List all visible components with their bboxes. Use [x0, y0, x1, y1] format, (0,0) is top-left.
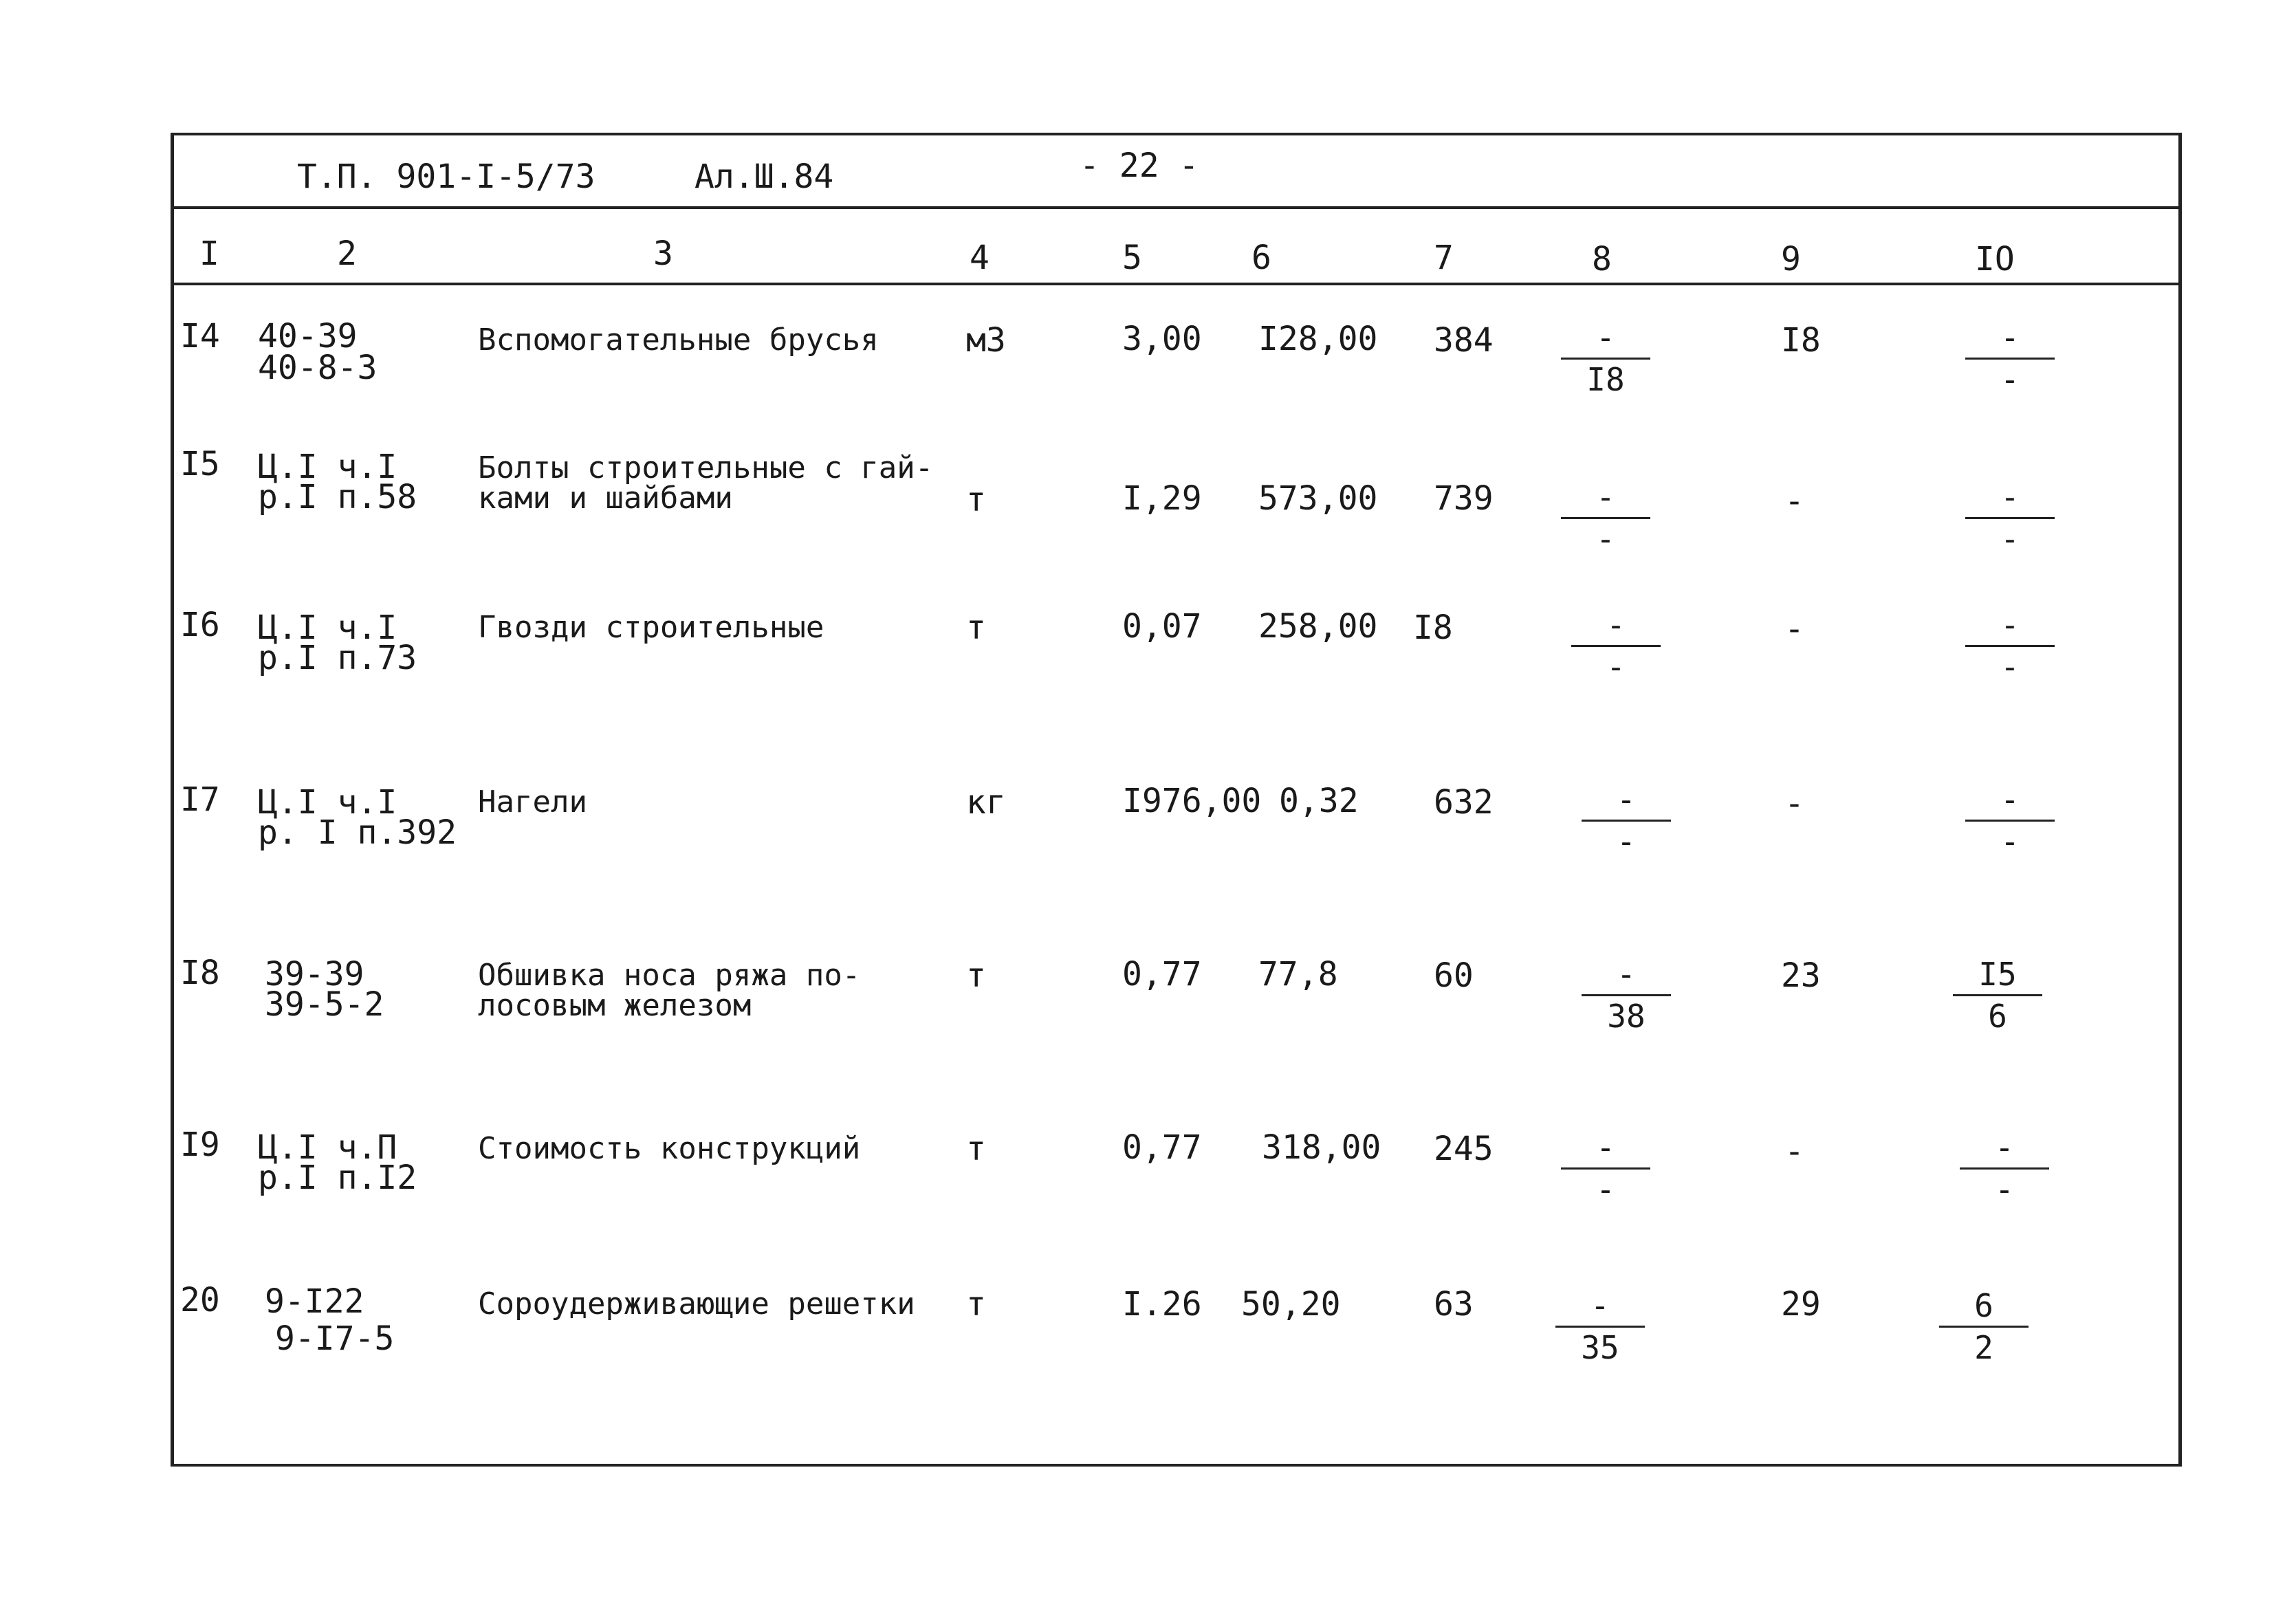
norm-code: Ц.I ч.I: [258, 608, 397, 647]
col9-value: -: [1784, 1132, 1804, 1171]
norm-code-line2: р.I п.58: [258, 478, 417, 516]
col8-numerator: -: [1617, 781, 1636, 818]
unit: т: [966, 956, 986, 995]
col10-fraction: [1939, 1287, 2029, 1366]
norm-code: Ц.I ч.I: [258, 783, 397, 822]
col8-denominator: -: [1596, 520, 1615, 558]
unit: кг: [966, 783, 1006, 822]
row-number: I8: [180, 954, 220, 992]
col-header-7: 7: [1434, 239, 1454, 277]
col8-numerator: -: [1596, 1129, 1615, 1166]
norm-code: 39-39: [265, 955, 364, 994]
col10-numerator: 6: [1974, 1287, 1993, 1324]
col8-fraction: [1561, 1129, 1650, 1208]
norm-code: 40-39: [258, 317, 358, 355]
total-cost: 632: [1434, 783, 1494, 822]
unit: т: [966, 608, 986, 647]
col8-denominator: -: [1606, 648, 1626, 685]
col-header-4: 4: [970, 239, 990, 277]
col-header-1: I: [199, 234, 219, 273]
unit-price: 573,00: [1258, 479, 1378, 518]
quantity: I976,00: [1122, 782, 1262, 820]
norm-code-line2: 40-8-3: [258, 349, 378, 387]
col9-value: I8: [1781, 321, 1821, 360]
col9-value: 23: [1781, 956, 1821, 995]
col8-fraction: [1561, 319, 1650, 398]
col-header-6: 6: [1251, 239, 1271, 277]
item-name: Нагели: [478, 784, 587, 820]
unit-price: 50,20: [1241, 1285, 1341, 1324]
quantity: I.26: [1122, 1285, 1202, 1324]
quantity: 0,07: [1122, 607, 1202, 646]
row-number: I5: [180, 445, 220, 483]
col8-fraction: [1571, 606, 1661, 685]
doc-code: Т.П. 901-I-5/73: [297, 157, 595, 196]
col10-denominator: 2: [1974, 1329, 1993, 1366]
norm-code: Ц.I ч.П: [258, 1128, 397, 1167]
item-name: Сороудерживающие решетки: [478, 1286, 915, 1321]
unit: т: [966, 1285, 986, 1324]
col10-numerator: -: [2000, 479, 2020, 516]
col8-denominator: I8: [1586, 361, 1625, 398]
total-cost: I8: [1413, 608, 1453, 647]
col10-fraction: [1965, 606, 2055, 685]
quantity: I,29: [1122, 479, 1202, 518]
col10-numerator: -: [2000, 781, 2020, 818]
header-divider: [171, 206, 2182, 209]
col10-fraction: [1965, 319, 2055, 398]
col8-numerator: -: [1590, 1287, 1610, 1324]
col8-fraction: [1555, 1287, 1645, 1366]
col10-denominator: -: [2000, 361, 2020, 398]
col10-fraction: [1953, 958, 2042, 1035]
quantity: 3,00: [1122, 320, 1202, 358]
col10-fraction: [1960, 1129, 2049, 1208]
col9-value: -: [1784, 482, 1804, 520]
col-header-3: 3: [653, 234, 673, 273]
norm-code-line2: 9-I7-5: [275, 1319, 395, 1358]
col9-value: -: [1784, 610, 1804, 648]
col10-denominator: -: [2000, 823, 2020, 860]
page-number: - 22 -: [1080, 146, 1199, 185]
item-name: Стоимость конструкций: [478, 1131, 861, 1166]
col8-denominator: 38: [1607, 998, 1646, 1035]
quantity: 0,77: [1122, 955, 1202, 994]
col10-denominator: -: [2000, 520, 2020, 558]
item-name: Гвозди строительные: [478, 610, 824, 645]
norm-code-line2: р. I п.392: [258, 813, 457, 852]
col8-numerator: -: [1596, 479, 1615, 516]
col8-numerator: -: [1606, 606, 1626, 644]
col-header-9: 9: [1781, 240, 1801, 278]
col8-numerator: -: [1596, 319, 1615, 356]
item-name-line2: лосовым железом: [478, 988, 752, 1023]
total-cost: 60: [1434, 956, 1474, 995]
row-number: 20: [180, 1281, 220, 1319]
quantity: 0,77: [1122, 1128, 1202, 1167]
col8-fraction: [1582, 781, 1671, 860]
norm-code: 9-I22: [265, 1282, 364, 1321]
album-code: Ал.Ш.84: [695, 157, 834, 196]
norm-code: Ц.I ч.I: [258, 448, 397, 486]
row-number: I4: [180, 317, 220, 355]
col-header-5: 5: [1122, 239, 1142, 277]
col10-denominator: -: [2000, 648, 2020, 685]
item-name-line2: ками и шайбами: [478, 481, 733, 516]
col10-denominator: 6: [1988, 998, 2007, 1035]
unit-price: 77,8: [1258, 955, 1338, 994]
total-cost: 63: [1434, 1285, 1474, 1324]
item-name: Болты строительные с гай-: [478, 450, 934, 485]
col9-value: 29: [1781, 1285, 1821, 1324]
unit: т: [966, 481, 986, 519]
col10-denominator: -: [1995, 1171, 2014, 1208]
unit: т: [966, 1130, 986, 1168]
norm-code-line2: р.I п.I2: [258, 1159, 417, 1197]
item-name: Вспомогательные брусья: [478, 322, 879, 358]
col8-denominator: -: [1617, 823, 1636, 860]
norm-code-line2: 39-5-2: [265, 985, 384, 1024]
total-cost: 245: [1434, 1130, 1494, 1168]
col10-numerator: I5: [1978, 956, 2017, 993]
norm-code-line2: р.I п.73: [258, 639, 417, 677]
col8-numerator: -: [1617, 956, 1636, 993]
column-header-divider: [171, 283, 2182, 285]
col10-fraction: [1965, 781, 2055, 860]
col10-numerator: -: [2000, 606, 2020, 644]
col10-numerator: -: [1995, 1129, 2014, 1166]
unit-price: 318,00: [1262, 1128, 1381, 1167]
item-name: Обшивка носа ряжа по-: [478, 958, 861, 993]
row-number: I7: [180, 780, 220, 819]
col8-fraction: [1561, 481, 1650, 558]
col-header-8: 8: [1592, 240, 1612, 278]
unit: м3: [966, 321, 1006, 360]
col8-fraction: [1582, 958, 1671, 1035]
col10-numerator: -: [2000, 319, 2020, 356]
row-number: I6: [180, 606, 220, 644]
total-cost: 384: [1434, 321, 1494, 360]
col8-denominator: -: [1596, 1171, 1615, 1208]
unit-price: I28,00: [1258, 320, 1378, 358]
col-header-2: 2: [337, 234, 357, 273]
col10-fraction: [1965, 481, 2055, 558]
col8-denominator: 35: [1581, 1329, 1619, 1366]
col-header-10: IO: [1975, 240, 2015, 278]
unit-price: 258,00: [1258, 607, 1378, 646]
col9-value: -: [1784, 784, 1804, 823]
total-cost: 739: [1434, 479, 1494, 518]
row-number: I9: [180, 1126, 220, 1164]
unit-price: 0,32: [1279, 782, 1359, 820]
